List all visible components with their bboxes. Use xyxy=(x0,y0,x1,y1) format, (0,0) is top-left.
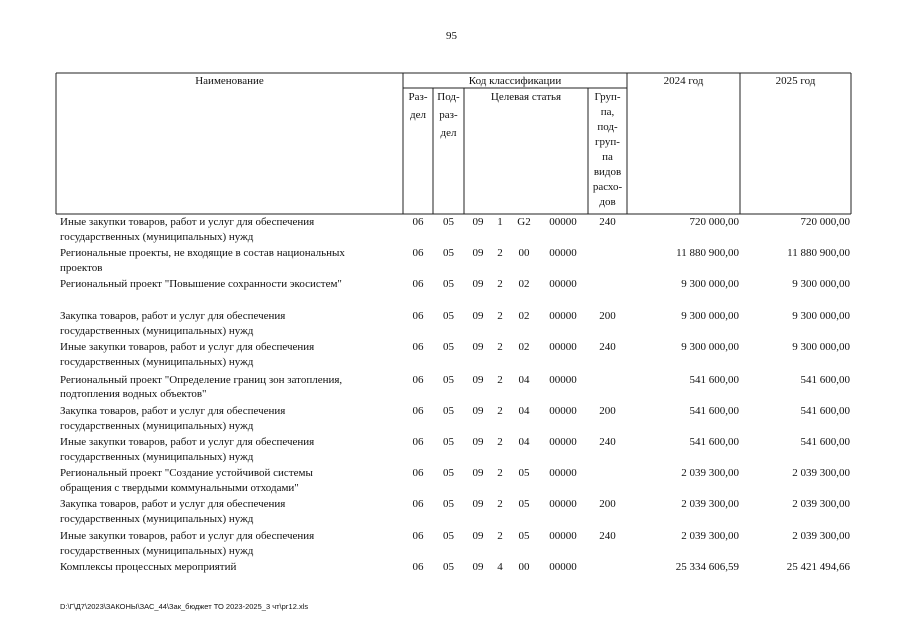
row-name: государственных (муниципальных) нужд xyxy=(60,451,254,463)
row-cs2: 2 xyxy=(497,436,503,448)
row-amount-2024: 541 600,00 xyxy=(689,374,739,386)
row-cs2: 2 xyxy=(497,374,503,386)
row-cs1: 09 xyxy=(472,530,484,542)
header-razdel: дел xyxy=(410,109,426,121)
header-gruppa: дов xyxy=(599,196,616,208)
row-amount-2025: 25 421 494,66 xyxy=(786,561,850,573)
header-podrazdel: Под- xyxy=(437,91,460,103)
header-razdel: Раз- xyxy=(408,91,428,103)
row-razdel: 06 xyxy=(412,216,424,228)
row-razdel: 06 xyxy=(412,498,424,510)
row-cs4: 00000 xyxy=(549,530,577,542)
header-gruppa: расхо- xyxy=(592,181,623,193)
row-cs4: 00000 xyxy=(549,436,577,448)
row-cs2: 1 xyxy=(497,216,503,228)
row-vid: 240 xyxy=(599,436,616,448)
header-year-2025: 2025 год xyxy=(775,75,816,87)
row-cs3: 04 xyxy=(518,436,530,448)
row-podrazdel: 05 xyxy=(443,216,454,228)
row-name: Закупка товаров, работ и услуг для обеспечения xyxy=(60,405,286,417)
row-name: Региональный проект "Повышение сохранности экосистем" xyxy=(60,278,342,290)
row-podrazdel: 05 xyxy=(443,498,454,510)
row-amount-2025: 9 300 000,00 xyxy=(792,341,850,353)
row-cs2: 2 xyxy=(497,310,503,322)
row-razdel: 06 xyxy=(412,310,424,322)
row-vid: 200 xyxy=(599,498,616,510)
row-name: государственных (муниципальных) нужд xyxy=(60,513,254,525)
row-cs3: 05 xyxy=(518,467,530,479)
row-cs4: 00000 xyxy=(549,310,577,322)
header-gruppa: Груп- xyxy=(594,91,621,103)
row-amount-2024: 9 300 000,00 xyxy=(681,278,739,290)
row-name: Иные закупки товаров, работ и услуг для обеспечения xyxy=(60,436,315,448)
row-razdel: 06 xyxy=(412,436,424,448)
header-gruppa: видов xyxy=(593,166,622,178)
row-cs3: 04 xyxy=(518,374,530,386)
row-name: обращения с твердыми коммунальными отходами" xyxy=(60,482,299,494)
row-name: государственных (муниципальных) нужд xyxy=(60,231,254,243)
row-vid: 240 xyxy=(599,530,616,542)
row-name: государственных (муниципальных) нужд xyxy=(60,356,254,368)
row-amount-2025: 541 600,00 xyxy=(800,374,850,386)
row-amount-2025: 9 300 000,00 xyxy=(792,278,850,290)
row-razdel: 06 xyxy=(412,530,424,542)
header-gruppa: груп- xyxy=(595,136,620,148)
row-cs3: 04 xyxy=(518,405,530,417)
row-podrazdel: 05 xyxy=(443,278,454,290)
row-name: Иные закупки товаров, работ и услуг для обеспечения xyxy=(60,216,315,228)
row-name: Иные закупки товаров, работ и услуг для обеспечения xyxy=(60,341,315,353)
row-cs1: 09 xyxy=(472,498,484,510)
row-cs4: 00000 xyxy=(549,467,577,479)
row-cs4: 00000 xyxy=(549,341,577,353)
header-podrazdel: дел xyxy=(440,127,457,139)
row-amount-2024: 25 334 606,59 xyxy=(675,561,739,573)
header-gruppa: под- xyxy=(597,121,618,133)
row-podrazdel: 05 xyxy=(443,374,454,386)
row-cs3: 00 xyxy=(518,561,530,573)
row-amount-2024: 9 300 000,00 xyxy=(681,310,739,322)
row-cs1: 09 xyxy=(472,561,484,573)
header-code-group: Код классификации xyxy=(468,75,562,87)
row-cs3: 02 xyxy=(518,278,530,290)
row-razdel: 06 xyxy=(412,374,424,386)
row-podrazdel: 05 xyxy=(443,341,454,353)
row-cs1: 09 xyxy=(472,247,484,259)
file-path-footer: D:\Г\Д7\2023\ЗАКОНЫ\ЗАС_44\Зак_бюджет ТО 2023-2025_3 чт\рг12.xls xyxy=(60,602,309,611)
row-name: государственных (муниципальных) нужд xyxy=(60,420,254,432)
row-amount-2025: 9 300 000,00 xyxy=(792,310,850,322)
row-amount-2025: 2 039 300,00 xyxy=(792,467,850,479)
row-cs2: 2 xyxy=(497,498,503,510)
row-cs1: 09 xyxy=(472,216,484,228)
row-razdel: 06 xyxy=(412,247,424,259)
row-amount-2025: 541 600,00 xyxy=(800,405,850,417)
row-podrazdel: 05 xyxy=(443,467,454,479)
row-podrazdel: 05 xyxy=(443,405,454,417)
row-vid: 200 xyxy=(599,310,616,322)
row-amount-2025: 541 600,00 xyxy=(800,436,850,448)
row-cs2: 2 xyxy=(497,530,503,542)
header-celevaya: Целевая статья xyxy=(490,91,562,103)
row-cs4: 00000 xyxy=(549,278,577,290)
row-cs1: 09 xyxy=(472,467,484,479)
row-name: государственных (муниципальных) нужд xyxy=(60,545,254,557)
row-cs2: 2 xyxy=(497,247,503,259)
row-amount-2024: 11 880 900,00 xyxy=(676,247,739,259)
row-podrazdel: 05 xyxy=(443,530,454,542)
row-cs2: 4 xyxy=(497,561,503,573)
row-cs3: 05 xyxy=(518,498,530,510)
row-cs3: 02 xyxy=(518,341,530,353)
row-podrazdel: 05 xyxy=(443,561,454,573)
row-cs1: 09 xyxy=(472,278,484,290)
row-cs2: 2 xyxy=(497,405,503,417)
row-name: Региональные проекты, не входящие в состав национальных xyxy=(60,247,345,259)
row-podrazdel: 05 xyxy=(443,436,454,448)
row-name: Закупка товаров, работ и услуг для обеспечения xyxy=(60,498,286,510)
row-amount-2024: 2 039 300,00 xyxy=(681,467,739,479)
row-cs4: 00000 xyxy=(549,216,577,228)
row-amount-2024: 541 600,00 xyxy=(689,436,739,448)
page-number: 95 xyxy=(446,30,457,42)
row-cs2: 2 xyxy=(497,467,503,479)
row-cs1: 09 xyxy=(472,341,484,353)
header-gruppa: па xyxy=(602,151,613,163)
row-razdel: 06 xyxy=(412,278,424,290)
row-cs3: 00 xyxy=(518,247,530,259)
row-cs3: 05 xyxy=(518,530,530,542)
row-razdel: 06 xyxy=(412,561,424,573)
row-vid: 200 xyxy=(599,405,616,417)
row-cs4: 00000 xyxy=(549,405,577,417)
row-cs1: 09 xyxy=(472,405,484,417)
row-amount-2025: 2 039 300,00 xyxy=(792,530,850,542)
row-podrazdel: 05 xyxy=(443,247,454,259)
row-name: проектов xyxy=(60,262,103,274)
row-cs4: 00000 xyxy=(549,498,577,510)
row-cs3: 02 xyxy=(518,310,530,322)
row-razdel: 06 xyxy=(412,467,424,479)
row-cs2: 2 xyxy=(497,341,503,353)
row-amount-2025: 720 000,00 xyxy=(800,216,850,228)
row-amount-2025: 11 880 900,00 xyxy=(787,247,850,259)
row-amount-2025: 2 039 300,00 xyxy=(792,498,850,510)
header-podrazdel: раз- xyxy=(439,109,458,121)
row-cs1: 09 xyxy=(472,374,484,386)
header-gruppa: па, xyxy=(600,106,615,118)
row-cs1: 09 xyxy=(472,436,484,448)
row-name: Региональный проект "Создание устойчивой системы xyxy=(60,467,313,479)
row-name: Иные закупки товаров, работ и услуг для обеспечения xyxy=(60,530,315,542)
row-razdel: 06 xyxy=(412,341,424,353)
row-cs2: 2 xyxy=(497,278,503,290)
row-cs4: 00000 xyxy=(549,374,577,386)
row-razdel: 06 xyxy=(412,405,424,417)
row-amount-2024: 9 300 000,00 xyxy=(681,341,739,353)
row-name: Комплексы процессных мероприятий xyxy=(60,561,237,573)
row-cs4: 00000 xyxy=(549,561,577,573)
row-vid: 240 xyxy=(599,341,616,353)
row-cs1: 09 xyxy=(472,310,484,322)
row-name: Региональный проект "Определение границ зон затопления, xyxy=(60,374,343,386)
row-amount-2024: 2 039 300,00 xyxy=(681,498,739,510)
row-vid: 240 xyxy=(599,216,616,228)
row-name: Закупка товаров, работ и услуг для обеспечения xyxy=(60,310,286,322)
row-amount-2024: 2 039 300,00 xyxy=(681,530,739,542)
row-name: подтопления водных объектов" xyxy=(60,388,207,400)
row-amount-2024: 541 600,00 xyxy=(689,405,739,417)
header-name: Наименование xyxy=(195,75,264,87)
row-name: государственных (муниципальных) нужд xyxy=(60,325,254,337)
row-amount-2024: 720 000,00 xyxy=(689,216,739,228)
header-year-2024: 2024 год xyxy=(663,75,704,87)
row-cs3: G2 xyxy=(517,216,531,228)
row-podrazdel: 05 xyxy=(443,310,454,322)
row-cs4: 00000 xyxy=(549,247,577,259)
